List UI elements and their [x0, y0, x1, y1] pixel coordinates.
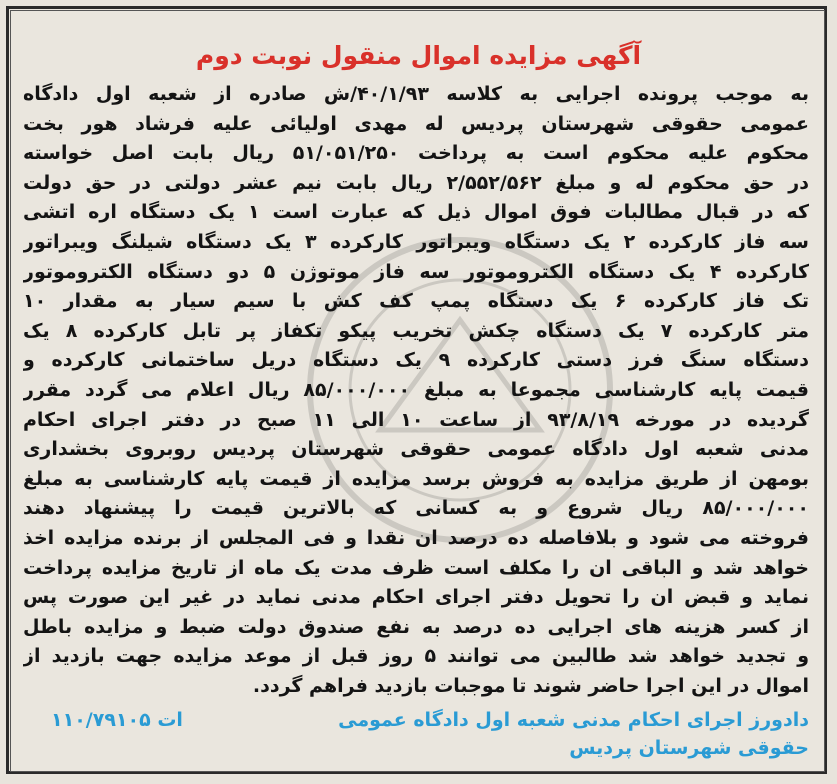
- notice-line: در حق محکوم له و مبلغ ۲/۵۵۲/۵۶۲ ریال بابت نیم عشر دولتی در حق دولت: [23, 171, 809, 194]
- notice-line: از کسر هزینه های اجرایی ده درصد به نفع صندوق دولت ضبط و مزایده باطل: [23, 615, 809, 638]
- notice-line: که در قبال مطالبات فوق اموال ذیل که عبارت است ۱ یک دستگاه اره اتشی: [23, 201, 809, 224]
- notice-body: [23, 80, 809, 701]
- notice-line: عمومی حقوقی شهرستان پردیس له مهدی اولیائی علیه فرشاد هور بخت: [23, 112, 809, 135]
- notice-line: و تجدید خواهد شد طالبین می توانند ۵ روز قبل از موعد مزایده جهت بازدید از: [23, 645, 809, 668]
- notice-line: نماید و قبض ان را تحویل دفتر اجرای احکام مدنی نماید در غیر این صورت پس: [23, 586, 809, 609]
- notice-line: سه فاز کارکرده ۲ یک دستگاه ویبراتور کارکرده ۳ یک دستگاه شیلنگ ویبراتور: [23, 230, 809, 253]
- signature-line-2: حقوقی شهرستان پردیس: [569, 737, 809, 759]
- notice-line: مدنی شعبه اول دادگاه عمومی حقوقی شهرستان پردیس روبروی بخشداری: [23, 438, 809, 461]
- notice-line: قیمت پایه کارشناسی مجموعا به مبلغ ۸۵/۰۰۰/۰۰۰ ریال اعلام می گردد مقرر: [23, 378, 809, 401]
- notice-line: به موجب پرونده اجرایی به کلاسه ۴۰/۱/۹۳/ش صادره از شعبه اول دادگاه: [23, 83, 809, 105]
- notice-line: فروخته می شود و بلافاصله ده درصد ان نقدا و فی المجلس از برنده مزایده اخذ: [23, 526, 809, 549]
- notice-code: ۱۱۰/۷۹۱۰۵ ات: [51, 709, 183, 731]
- notice-line: دستگاه سنگ فرز دستی کارکرده ۹ یک دستگاه دریل ساختمانی کارکرده و: [23, 349, 809, 372]
- signature-block: [23, 706, 809, 762]
- notice-line: خواهد شد و الباقی ان را مکلف است ظرف مدت یک ماه از تاریخ مزایده پرداخت: [23, 556, 809, 579]
- notice-line: اموال در این اجرا حاضر شوند تا موجبات بازدید فراهم گردد.: [252, 674, 809, 697]
- signature-row: [23, 706, 809, 734]
- signature-line-1: دادورز اجرای احکام مدنی شعبه اول دادگاه عمومی: [338, 709, 809, 731]
- notice-line: محکوم علیه محکوم است به پرداخت ۵۱/۰۵۱/۲۵۰ ریال بابت اصل خواسته: [23, 142, 809, 165]
- notice-line: گردیده در مورخه ۹۳/۸/۱۹ از ساعت ۱۰ الی ۱۱ صبح در دفتر اجرای احکام: [23, 408, 809, 431]
- notice-title: آگهی مزایده اموال منقول نوبت دوم: [195, 41, 642, 70]
- notice-line: بومهن از طریق مزایده به فروش برسد مزایده از قیمت پایه کارشناسی به مبلغ: [23, 467, 809, 490]
- notice-line: تک فاز کارکرده ۶ یک دستگاه پمپ کف کش با سیم سیار به مقدار ۱۰: [23, 290, 809, 313]
- notice-line: ۸۵/۰۰۰/۰۰۰ ریال شروع و به کسانی که بالاترین قیمت را پیشنهاد دهند: [23, 497, 809, 520]
- notice-line: کارکرده ۴ یک دستگاه الکتروموتور سه فاز موتوژن ۵ دو دستگاه الکتروموتور: [23, 260, 809, 283]
- notice-line: متر کارکرده ۷ یک دستگاه چکش تخریب پیکو تکفاز پر تابل کارکرده ۸ یک: [23, 319, 809, 342]
